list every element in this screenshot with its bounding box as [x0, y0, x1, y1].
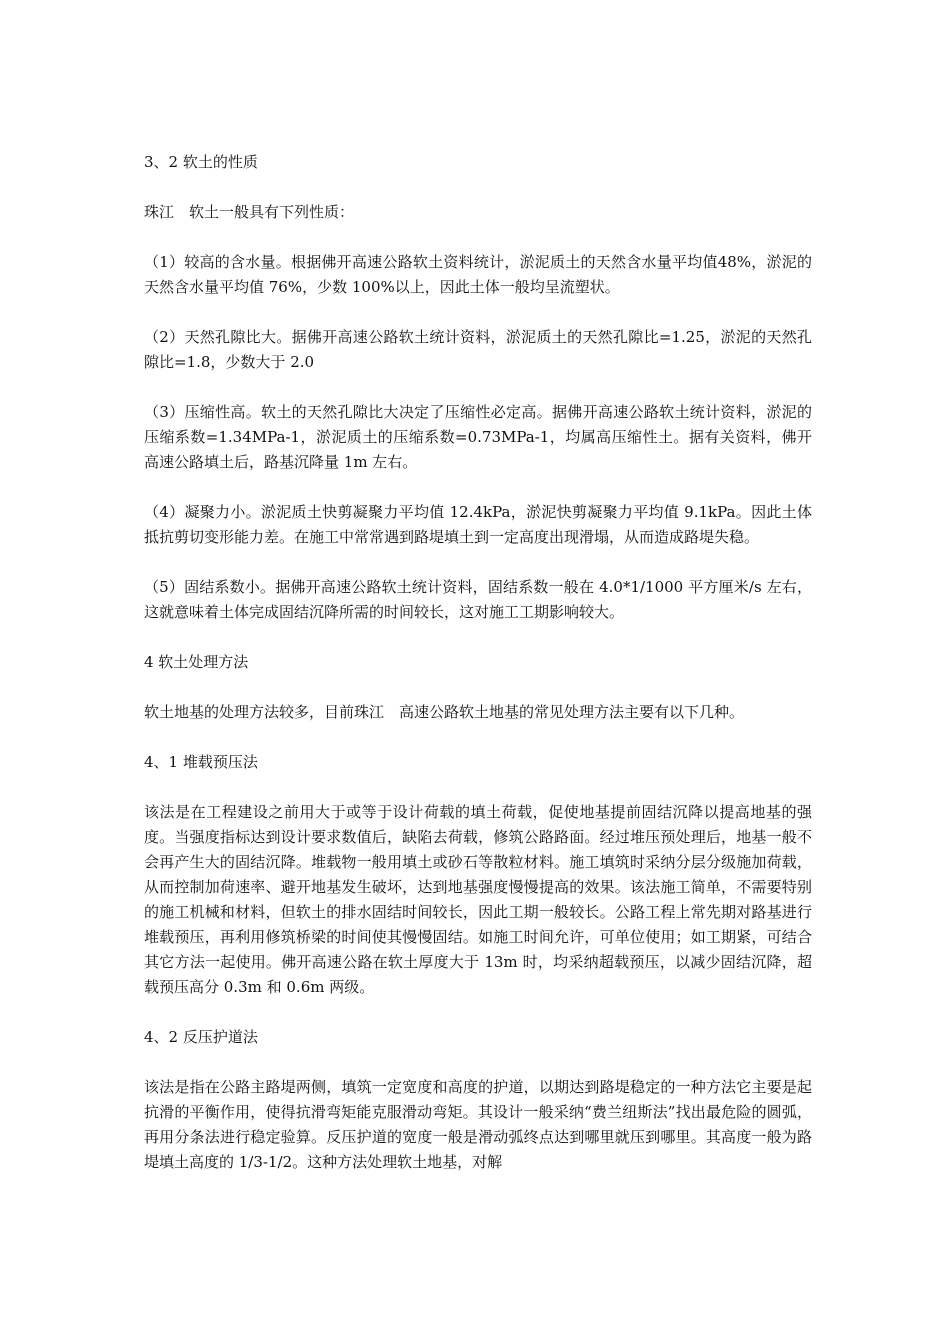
paragraph: 该法是指在公路主路堤两侧，填筑一定宽度和高度的护道，以期达到路堤稳定的一种方法它主要是起抗滑的平衡作用，使得抗滑弯矩能克服滑动弯矩。其设计一般采纳“费兰纽斯法”找出最危险的圆弧，再用分条法进行稳定验算。反压护道的宽度一般是滑动弧终点达到哪里就压到哪里。其高度一般为路堤填土高度的 1/3-1/2。这种方法处理软土地基，对解	[144, 1078, 812, 1171]
paragraph: （4）凝聚力小。淤泥质土快剪凝聚力平均值 12.4kPa，淤泥快剪凝聚力平均值 9.1kPa。因此土体抵抗剪切变形能力差。在施工中常常遇到路堤填土到一定高度出现滑塌，从而造成路堤失稳。	[144, 503, 812, 546]
paragraph: （1）较高的含水量。根据佛开高速公路软土资料统计，淤泥质土的天然含水量平均值48%，淤泥的天然含水量平均值 76%，少数 100%以上，因此土体一般均呈流塑状。	[144, 253, 812, 296]
paragraph: 该法是在工程建设之前用大于或等于设计荷载的填土荷载，促使地基提前固结沉降以提高地基的强度。当强度指标达到设计要求数值后，缺陷去荷载，修筑公路路面。经过堆压预处理后，地基一般不会再产生大的固结沉降。堆载物一般用填土或砂石等散粒材料。施工填筑时采纳分层分级施加荷载，从而控制加荷速率、避开地基发生破坏，达到地基强度慢慢提高的效果。该法施工简单，不需要特别的施工机械和材料，但软土的排水固结时间较长，因此工期一般较长。公路工程上常先期对路基进行堆载预压，再利用修筑桥梁的时间使其慢慢固结。如施工时间允许，可单位使用；如工期紧，可结合其它方法一起使用。佛开高速公路在软土厚度大于 13m 时，均采纳超载预压，以减少固结沉降，超载预压高分 0.3m 和 0.6m 两级。	[144, 803, 812, 996]
paragraph: （2）天然孔隙比大。据佛开高速公路软土统计资料，淤泥质土的天然孔隙比=1.25，淤泥的天然孔隙比=1.8，少数大于 2.0	[144, 328, 812, 371]
document-body	[144, 150, 812, 1200]
paragraph: 软土地基的处理方法较多，目前珠江 高速公路软土地基的常见处理方法主要有以下几种。	[144, 703, 745, 721]
paragraph: （3）压缩性高。软土的天然孔隙比大决定了压缩性必定高。据佛开高速公路软土统计资料，淤泥的压缩系数=1.34MPa-1，淤泥质土的压缩系数=0.73MPa-1，均属高压缩性土。据有关资料，佛开高速公路填土后，路基沉降量 1m 左右。	[144, 403, 812, 471]
paragraph: 珠江 软土一般具有下列性质：	[144, 203, 355, 221]
paragraph: （5）固结系数小。据佛开高速公路软土统计资料，固结系数一般在 4.0*1/1000 平方厘米/s 左右，这就意味着土体完成固结沉降所需的时间较长，这对施工工期影响较大。	[144, 578, 812, 621]
section-heading: 4、2 反压护道法	[144, 1028, 258, 1046]
section-heading: 3、2 软土的性质	[144, 153, 258, 171]
section-heading: 4、1 堆载预压法	[144, 753, 258, 771]
section-heading: 4 软土处理方法	[144, 653, 249, 671]
